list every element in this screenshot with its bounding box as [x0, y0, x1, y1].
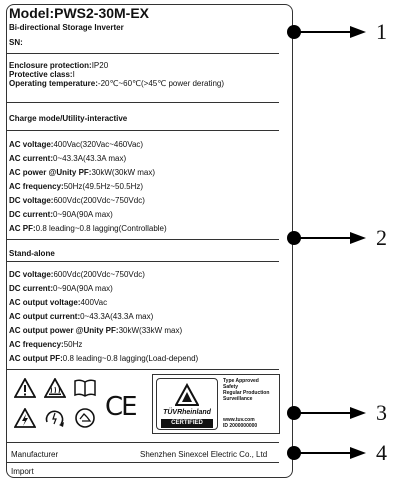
charge-mode-title: Charge mode/Utility-interactive	[9, 114, 128, 123]
manufacturer-name: Shenzhen Sinexcel Electric Co., Ltd	[140, 450, 268, 459]
divider	[7, 53, 279, 54]
tuv-logo	[156, 378, 218, 430]
spec-row: AC frequency:50Hz(49.5Hz~50.5Hz)	[9, 182, 144, 191]
spec-row: DC current:0~90A(90A max)	[9, 284, 113, 293]
spec-row: AC power @Unity PF:30kW(30kW max)	[9, 168, 156, 177]
divider	[7, 102, 279, 103]
callout-arrow-icon	[350, 232, 366, 244]
cert-website: www.tuv.com	[223, 417, 255, 423]
spec-row: AC current:0~43.3A(43.3A max)	[9, 154, 127, 163]
callout-number-1: 1	[376, 19, 387, 44]
callout-line	[300, 237, 352, 239]
tuv-triangle-icon	[175, 383, 199, 407]
divider	[7, 239, 279, 240]
callout-arrow-icon	[350, 26, 366, 38]
callout-line	[300, 412, 352, 414]
protective-class: Protective class:I	[9, 70, 75, 79]
product-name: Bi-directional Storage Inverter	[9, 23, 124, 32]
callout-dot	[287, 446, 301, 460]
warning-icon	[14, 378, 36, 398]
callout-dot	[287, 406, 301, 420]
callout-line	[300, 452, 352, 454]
operating-temperature: Operating temperature:-20℃~60℃(>45℃ power derating)	[9, 79, 225, 88]
discharge-time-icon	[44, 408, 66, 428]
spec-row: DC voltage:600Vdc(200Vdc~750Vdc)	[9, 196, 145, 205]
hot-surface-icon	[44, 378, 66, 398]
certification-box	[152, 374, 280, 434]
cert-type-line: Safety	[223, 384, 239, 390]
spec-row: AC PF:0.8 leading~0.8 lagging(Controllable)	[9, 224, 167, 233]
serial-number-label: SN:	[9, 38, 23, 47]
spec-row: AC output voltage:400Vac	[9, 298, 108, 307]
spec-row: AC output power @Unity PF:30kW(33kW max)	[9, 326, 183, 335]
ce-mark: CE	[105, 392, 136, 422]
tuv-certified-badge: CERTIFIED	[161, 419, 213, 428]
cert-id-number: ID 2000000000	[223, 423, 258, 429]
cert-type-line: Surveillance	[223, 396, 253, 402]
spec-row: AC frequency:50Hz	[9, 340, 83, 349]
callout-number-3: 3	[376, 400, 387, 425]
spec-row: AC voltage:400Vac(320Vac~460Vac)	[9, 140, 144, 149]
spec-row: AC output PF:0.8 leading~0.8 lagging(Load-depend)	[9, 354, 199, 363]
stand-alone-title: Stand-alone	[9, 249, 55, 258]
divider	[7, 369, 279, 370]
callout-dot	[287, 25, 301, 39]
cert-type-line: Regular Production	[223, 390, 270, 396]
callout-arrow-icon	[350, 447, 366, 459]
enclosure-protection: Enclosure protection:IP20	[9, 61, 109, 70]
spec-row: DC voltage:600Vdc(200Vdc~750Vdc)	[9, 270, 145, 279]
callout-arrow-icon	[350, 407, 366, 419]
callout-number-4: 4	[376, 440, 387, 465]
divider	[7, 130, 279, 131]
tuv-name: TÜVRheinland	[163, 409, 211, 416]
divider	[7, 442, 279, 443]
model-title: Model:PWS2-30M-EX	[9, 5, 150, 21]
electric-shock-icon	[14, 408, 36, 428]
callout-dot	[287, 231, 301, 245]
callout-number-2: 2	[376, 225, 387, 250]
recycling-icon	[74, 407, 96, 429]
divider	[7, 261, 279, 262]
manual-icon	[74, 379, 96, 397]
import-label: Import	[11, 467, 34, 476]
divider	[7, 462, 279, 463]
callout-line	[300, 31, 352, 33]
spec-row: AC output current:0~43.3A(43.3A max)	[9, 312, 154, 321]
spec-row: DC current:0~90A(90A max)	[9, 210, 113, 219]
cert-type-line: Type Approved	[223, 378, 259, 384]
manufacturer-label: Manufacturer	[11, 450, 59, 459]
